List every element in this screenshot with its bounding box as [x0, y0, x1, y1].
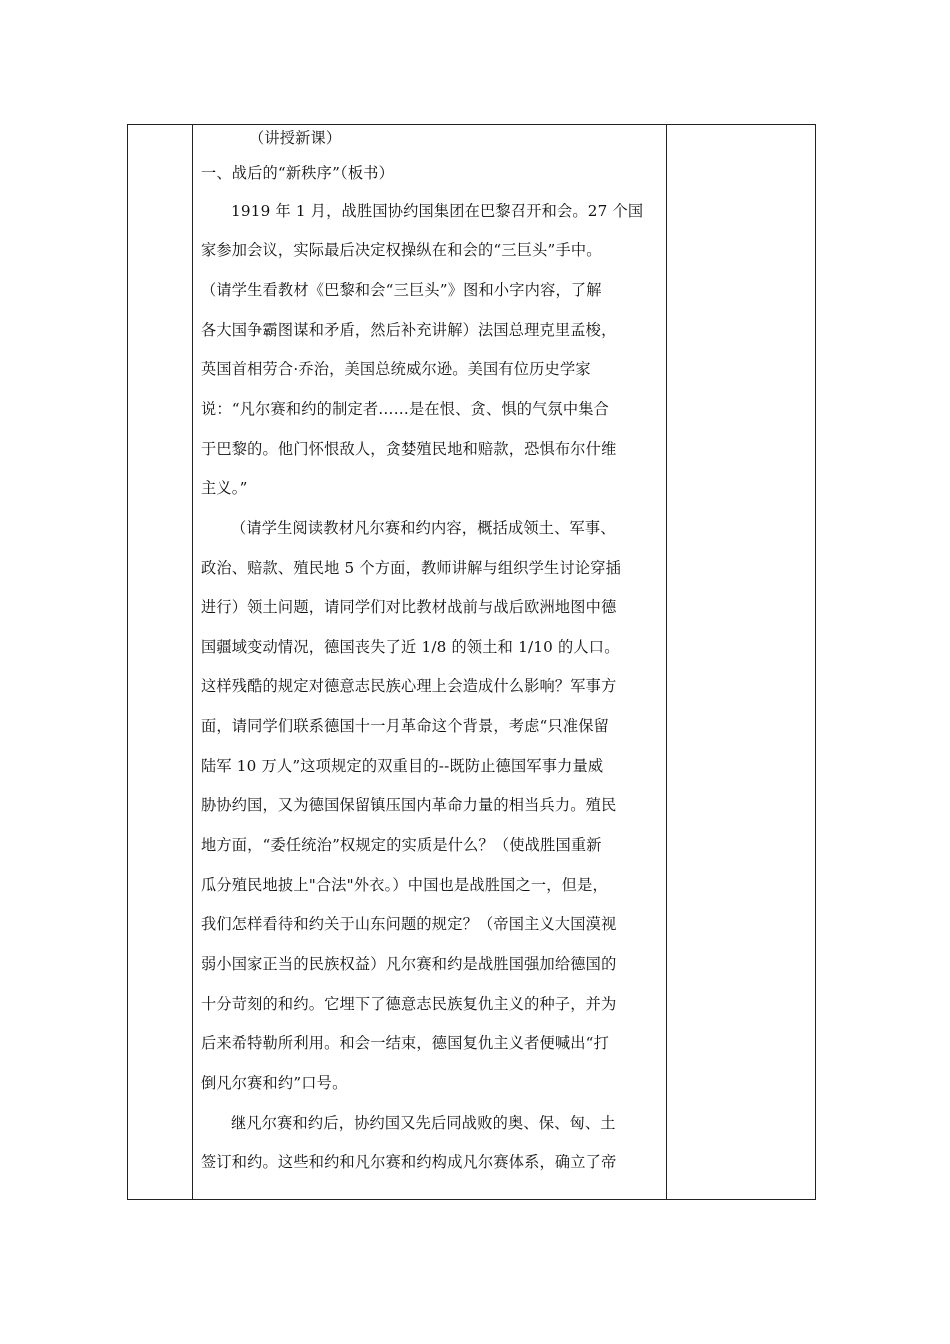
- lesson-plan-table: [127, 124, 816, 1200]
- text-line: 于巴黎的。他门怀恨敌人，贪婪殖民地和赔款，恐惧布尔什维: [201, 440, 617, 458]
- text-line: （讲授新课）: [249, 129, 342, 147]
- text-line: 这样残酷的规定对德意志民族心理上会造成什么影响？军事方: [201, 677, 617, 695]
- text-line: 进行）领土问题，请同学们对比教材战前与战后欧洲地图中德: [201, 598, 617, 616]
- text-line: 主义。”: [201, 479, 248, 497]
- text-line: 各大国争霸图谋和矛盾，然后补充讲解）法国总理克里孟梭，: [201, 321, 617, 339]
- text-line: 政治、赔款、殖民地 5 个方面，教师讲解与组织学生讨论穿插: [201, 559, 621, 577]
- text-line: 家参加会议，实际最后决定权操纵在和会的“三巨头”手中。: [201, 241, 602, 259]
- left-column-divider: [192, 125, 193, 1199]
- text-line: （请学生阅读教材凡尔赛和约内容，概括成领土、军事、: [231, 519, 616, 537]
- text-line: 地方面，“委任统治”权规定的实质是什么？（使战胜国重新: [201, 836, 602, 854]
- text-line: 胁协约国，又为德国保留镇压国内革命力量的相当兵力。殖民: [201, 796, 617, 814]
- text-line: 十分苛刻的和约。它埋下了德意志民族复仇主义的种子，并为: [201, 995, 617, 1013]
- text-line: 继凡尔赛和约后，协约国又先后同战败的奥、保、匈、土: [231, 1114, 616, 1132]
- text-line: 弱小国家正当的民族权益）凡尔赛和约是战胜国强加给德国的: [201, 955, 617, 973]
- text-line: 后来希特勒所利用。和会一结束，德国复仇主义者便喊出“打: [201, 1034, 610, 1052]
- text-line: 签订和约。这些和约和凡尔赛和约构成凡尔赛体系，确立了帝: [201, 1153, 617, 1171]
- text-line: 英国首相劳合·乔治，美国总统威尔逊。美国有位历史学家: [201, 360, 591, 378]
- text-line: 说：“凡尔赛和约的制定者……是在恨、贪、惧的气氛中集合: [201, 400, 610, 418]
- text-line: 面，请同学们联系德国十一月革命这个背景，考虑“只准保留: [201, 717, 610, 735]
- text-line: 1919 年 1 月，战胜国协约国集团在巴黎召开和会。27 个国: [231, 202, 644, 220]
- text-line: 我们怎样看待和约关于山东问题的规定？（帝国主义大国漠视: [201, 915, 617, 933]
- text-line: （请学生看教材《巴黎和会“三巨头”》图和小字内容，了解: [201, 281, 602, 299]
- text-line: 瓜分殖民地披上"合法"外衣。）中国也是战胜国之一，但是，: [201, 876, 608, 894]
- text-line: 国疆域变动情况，德国丧失了近 1/8 的领土和 1/10 的人口。: [201, 638, 620, 656]
- text-line: 倒凡尔赛和约”口号。: [201, 1074, 348, 1092]
- right-column-divider: [666, 125, 667, 1199]
- text-line: 陆军 10 万人”这项规定的双重目的--既防止德国军事力量威: [201, 757, 604, 775]
- section-heading: 一、战后的“新秩序”（板书）: [201, 164, 394, 182]
